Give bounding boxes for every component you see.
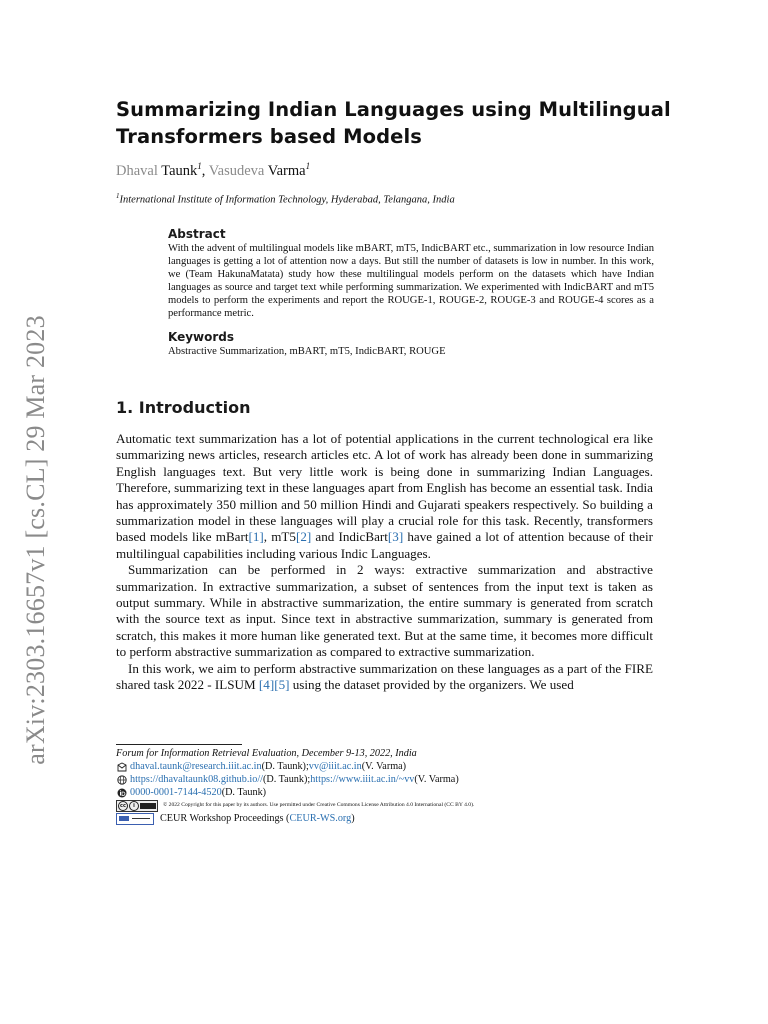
footnotes (116, 747, 676, 826)
body-text (116, 431, 653, 694)
envelope-icon (116, 761, 127, 772)
author-affiliation-mark: 1 (305, 161, 311, 171)
affiliation (116, 192, 455, 206)
venue-text: Forum for Information Retrieval Evaluation, December 9-13, 2022, India (116, 748, 417, 759)
globe-icon (116, 774, 127, 785)
orcid-icon (116, 787, 127, 798)
paper-title: Summarizing Indian Languages using Multilingual Transformers based Models (116, 98, 671, 148)
by-circle-icon: i (129, 801, 139, 811)
homepage-link[interactable]: https://www.iiit.ac.in/~vv (310, 774, 415, 786)
author-family-name: Varma (267, 162, 306, 179)
cc-circle-icon: cc (118, 801, 128, 811)
footnote-copyright (116, 799, 676, 812)
section-number: 1. (116, 398, 134, 417)
section-title: Introduction (138, 398, 251, 417)
homepage-link[interactable]: https://dhavaltaunk08.github.io// (130, 774, 263, 786)
paragraph (116, 431, 653, 562)
ceur-logo-icon (116, 813, 154, 825)
email-owner: (V. Varma) (361, 761, 407, 773)
cc-by-badge-icon (116, 800, 158, 812)
paragraph-text: have gained a lot of attention because of their multilingual capabilities including various Indic Languages. (116, 529, 653, 561)
email-owner: (D. Taunk); (261, 761, 309, 773)
orcid-owner: (D. Taunk) (221, 787, 267, 799)
paragraph-text: In this work, we aim to perform abstractive summarization on these languages as a part of the FIRE shared task 2022 - ILSUM (116, 660, 653, 693)
arxiv-stamp: arXiv:2303.16657v1 [cs.CL] 29 Mar 2023 (21, 315, 50, 765)
abstract-heading: Abstract (168, 227, 226, 241)
keywords-heading: Keywords (168, 330, 235, 344)
email-link[interactable]: dhaval.taunk@research.iiit.ac.in (130, 761, 262, 773)
paragraph: Summarization can be performed in 2 ways: extractive summarization and abstractive summarization. In extractive summarization, a subset of sentences from the input text is taken as output summary. While in abstractive summarization, the entire summary is generated from scratch with the source text as input. Since text in abstractive summarization, summary is generated from scratch, this makes it more human like generated text. But at the same time, it becomes more difficult to perform abstractive summarization as compared to extractive summarization. (116, 562, 653, 660)
paragraph-text: , mT5 (263, 529, 296, 545)
paragraph-text: and IndicBart (311, 529, 388, 545)
paragraph-text: using the dataset provided by the organizers. We used (289, 677, 574, 693)
citation-link[interactable]: [4] (258, 677, 275, 693)
author-given-name: Dhaval (116, 162, 158, 179)
ceur-suffix: ) (351, 813, 355, 825)
footnote-email (116, 760, 676, 773)
footnote-ceur (116, 812, 676, 825)
ceur-prefix: CEUR Workshop Proceedings ( (160, 813, 290, 825)
keywords-text: Abstractive Summarization, mBART, mT5, IndicBART, ROUGE (168, 346, 446, 357)
homepage-owner: (V. Varma) (414, 774, 459, 786)
footnote-orcid (116, 786, 676, 799)
author-affiliation-mark: 1 (197, 161, 202, 171)
citation-link[interactable]: [2] (295, 529, 312, 545)
section-heading (116, 398, 251, 417)
email-link[interactable]: vv@iiit.ac.in (308, 761, 362, 773)
author-given-name: Vasudeva (208, 162, 265, 179)
citation-link[interactable]: [1] (248, 529, 264, 545)
affiliation-text: International Institute of Information Technology, Hyderabad, Telangana, India (119, 194, 455, 206)
footnote-url (116, 773, 676, 786)
footnote-venue (116, 747, 676, 760)
copyright-text: © 2022 Copyright for this paper by its authors. Use permitted under Creative Commons License Attribution 4.0 International (CC BY 4.0). (163, 802, 475, 809)
paragraph-text: Automatic text summarization has a lot of potential applications in the current technological era like summarizing news articles, research articles etc. A lot of work has already been done in summarizing English languages text. But very little work is being done in summarizing Indian Languages. Therefore, summarizing text in these languages apart from English has become an essential task. India has approximately 350 million and 50 million Hindi and Gujarati speakers respectively. So building a summarization model in these languages will play a crucial role for this task. Recently, transformers based models like mBart (116, 431, 653, 545)
affiliation-mark: 1 (116, 192, 120, 200)
citation-link[interactable]: [3] (387, 529, 404, 545)
author-separator: , (201, 162, 209, 179)
ceur-text (160, 812, 355, 825)
orcid-link[interactable]: 0000-0001-7144-4520 (130, 787, 222, 799)
author-family-name: Taunk (161, 162, 198, 179)
paragraph (116, 661, 653, 694)
homepage-owner: (D. Taunk); (263, 774, 311, 786)
footnote-divider (116, 744, 242, 745)
abstract-text: With the advent of multilingual models like mBART, mT5, IndicBART etc., summarization in low resource Indian languages is getting a lot of attention now a days. But still the number of datasets is low in number. In this work, we (Team HakunaMatata) study how these multilingual models perform on the datasets which have Indian languages as source and target text while performing summarization. We experimented with IndicBART and mT5 models to perform the experiments and report the ROUGE-1, ROUGE-2, ROUGE-3 and ROUGE-4 scores as a performance metric. (168, 243, 655, 320)
citation-link[interactable]: [5] (274, 677, 290, 693)
author-list (116, 161, 310, 180)
ceur-link[interactable]: CEUR-WS.org (289, 813, 352, 825)
